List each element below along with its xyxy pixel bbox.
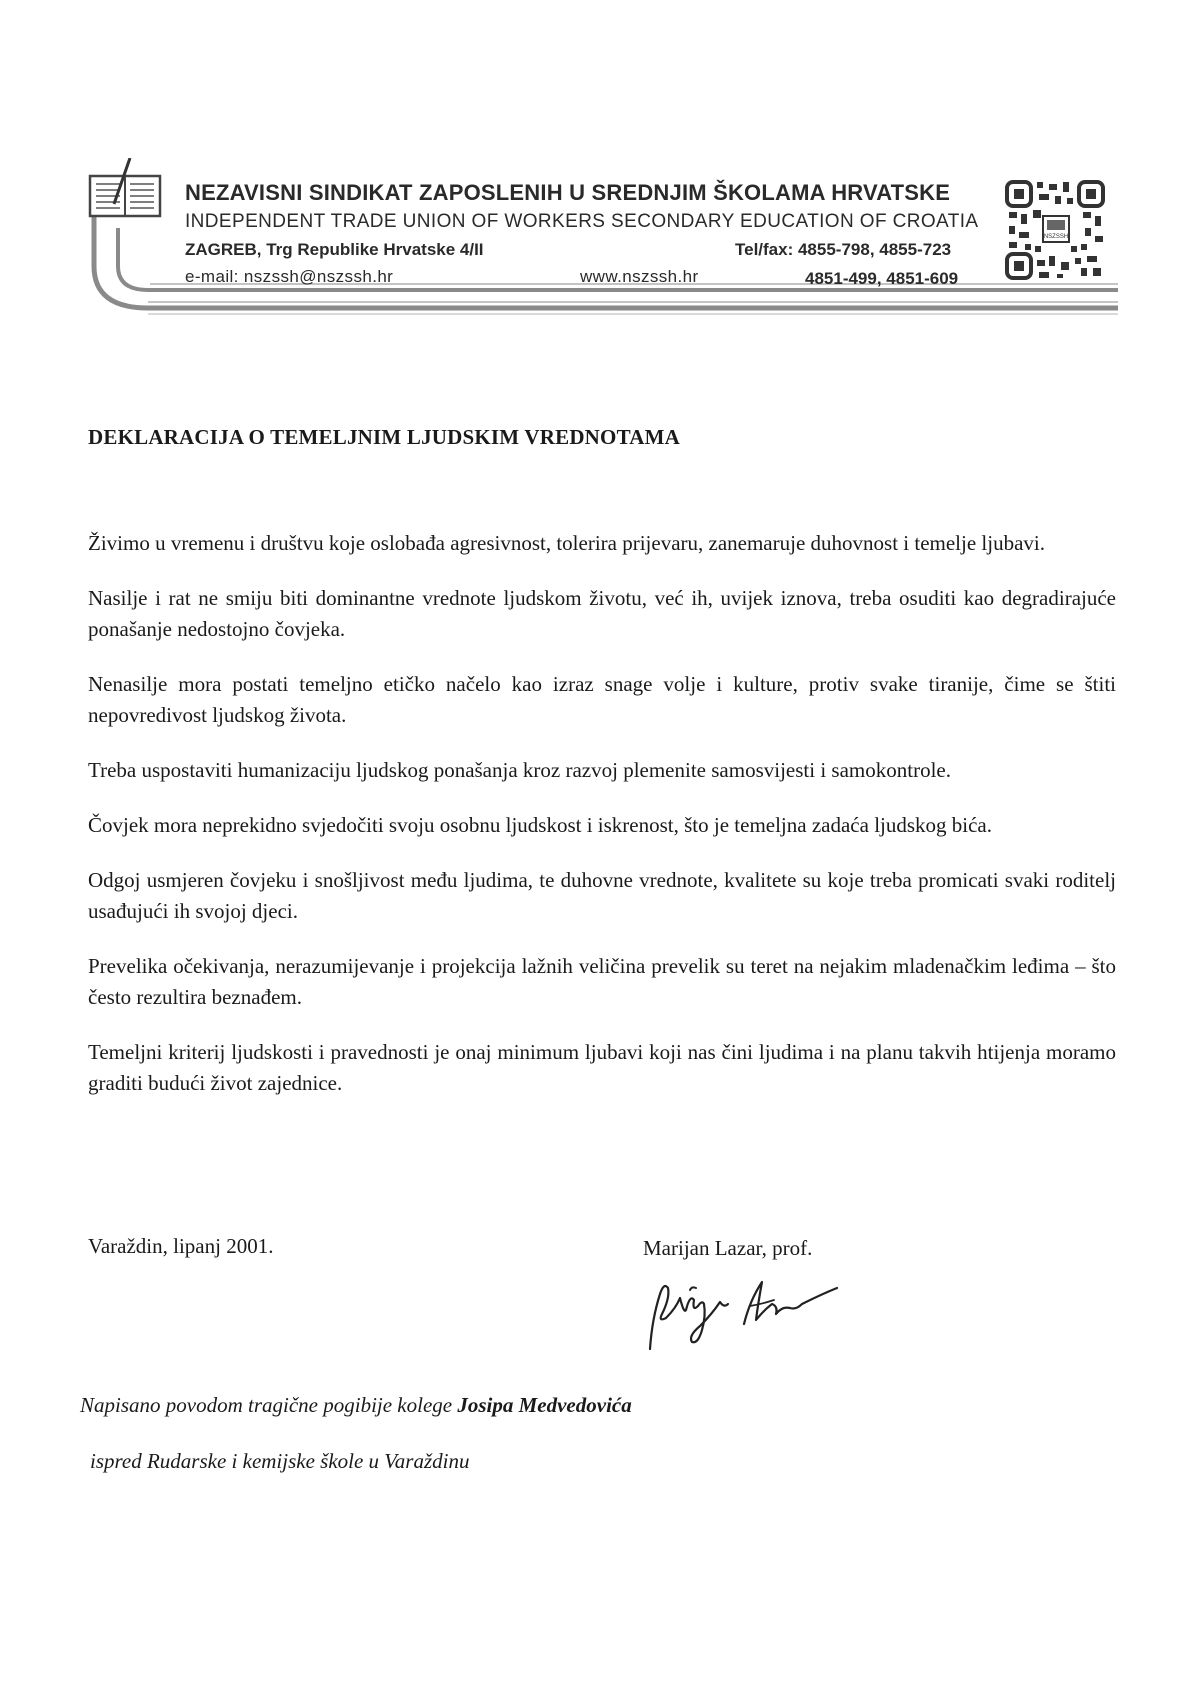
paragraph: Nasilje i rat ne smiju biti dominantne vrednote ljudskom životu, već ih, uvijek iznova, treba osuditi kao degradirajuće ponašanje nedostojno čovjeka. [88, 586, 1116, 641]
paragraph: Temeljni kriterij ljudskosti i pravednosti je onaj minimum ljubavi koji nas čini ljudima i na planu takvih htijenja moramo graditi budući život zajednice. [88, 1040, 1116, 1095]
union-website: www.nszssh.hr [580, 267, 699, 286]
dedication-prefix: Napisano povodom tragične pogibije kolege [80, 1393, 458, 1417]
dedication-note-line2: ispred Rudarske i kemijske škole u Varaždinu [90, 1449, 470, 1473]
union-name-english: INDEPENDENT TRADE UNION OF WORKERS SECONDARY EDUCATION OF CROATIA [185, 211, 979, 232]
union-email: e-mail: nszssh@nszssh.hr [185, 267, 394, 286]
union-telfax: Tel/fax: 4855-798, 4855-723 [735, 240, 952, 259]
declaration-title: DEKLARACIJA O TEMELJNIM LJUDSKIM VREDNOTAMA [88, 425, 680, 449]
dedication-note-line1 [80, 1393, 632, 1418]
declaration-body [88, 528, 1116, 1123]
paragraph: Treba uspostaviti humanizaciju ljudskog ponašanja kroz razvoj plemenite samosvijesti i samokontrole. [88, 758, 951, 782]
paragraph: Čovjek mora neprekidno svjedočiti svoju osobnu ljudskost i iskrenost, što je temeljna zadaća ljudskog bića. [88, 813, 993, 837]
handwritten-signature [632, 1264, 902, 1354]
union-name: NEZAVISNI SINDIKAT ZAPOSLENIH U SREDNJIM ŠKOLAMA HRVATSKE [185, 180, 951, 205]
qr-code-icon [1005, 180, 1105, 280]
book-and-pen-icon [88, 158, 168, 238]
place-and-date: Varaždin, lipanj 2001. [88, 1234, 274, 1258]
paragraph: Odgoj usmjeren čovjeku i snošljivost među ljudima, te duhovne vrednote, kvalitete su koje treba promicati svaki roditelj usađujući ih svojoj djeci. [88, 868, 1116, 923]
paragraph: Nenasilje mora postati temeljno etičko načelo kao izraz snage volje i kulture, protiv svake tiranije, čime se štiti nepovredivost ljudskog života. [88, 672, 1116, 727]
dedication-name: Josipa Medvedovića [457, 1393, 632, 1417]
qr-center-label: NSZSSH [1043, 234, 1069, 240]
paragraph: Živimo u vremenu i društvu koje oslobađa agresivnost, tolerira prijevaru, zanemaruje duhovnost i temelje ljubavi. [88, 531, 1045, 555]
letterhead [88, 158, 1118, 348]
signer-name: Marijan Lazar, prof. [643, 1236, 813, 1260]
union-address: ZAGREB, Trg Republike Hrvatske 4/II [185, 240, 484, 259]
paragraph: Prevelika očekivanja, nerazumijevanje i projekcija lažnih veličina prevelik su teret na nejakim mladenačkim leđima – što često rezultira beznađem. [88, 954, 1116, 1009]
union-phones: 4851-499, 4851-609 [805, 269, 959, 288]
